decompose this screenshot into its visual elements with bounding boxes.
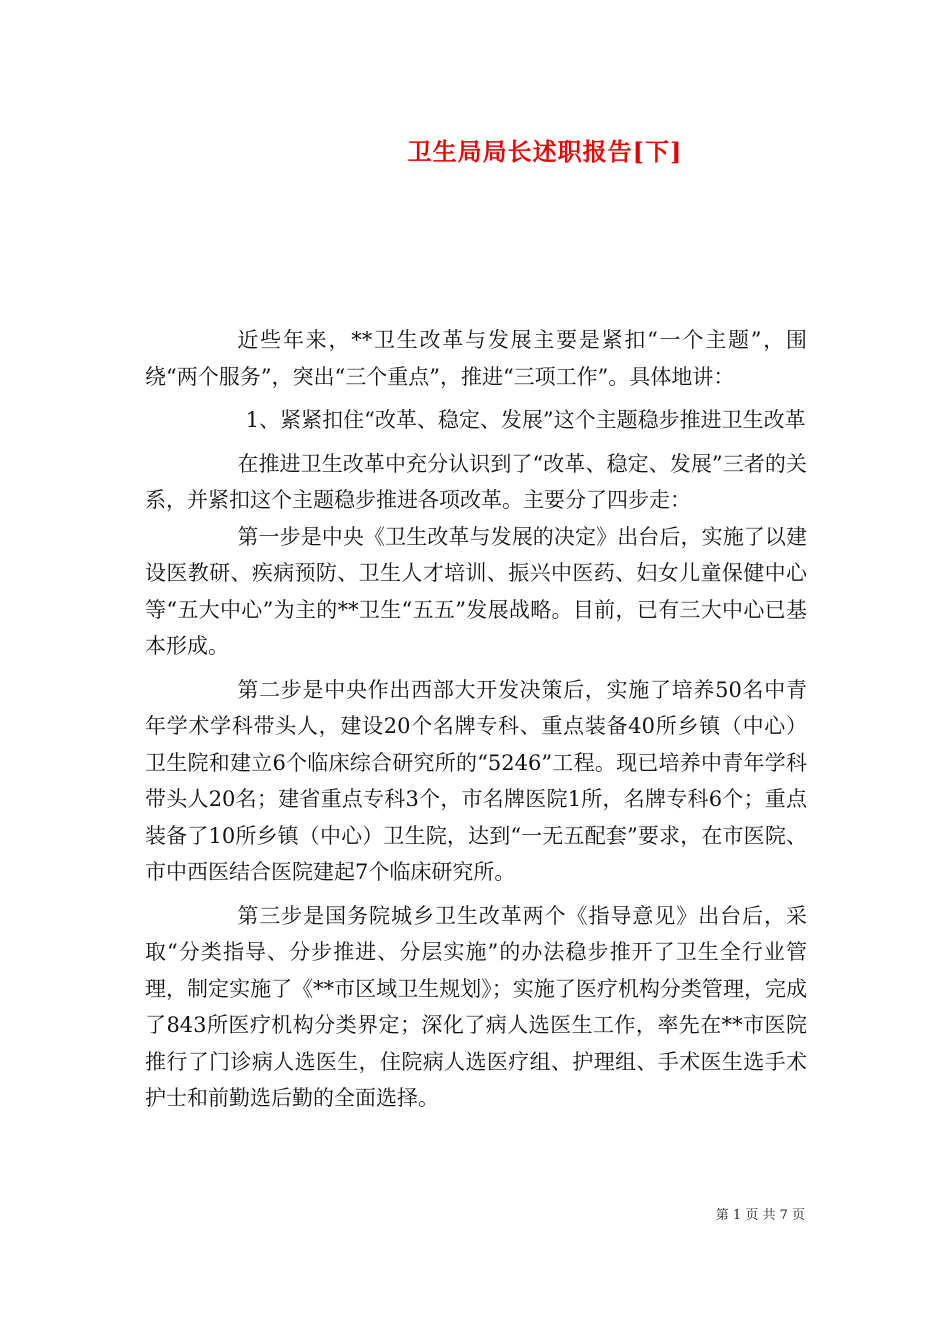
page-number-footer: 第 1 页 共 7 页 (715, 1208, 805, 1223)
paragraph-step-2: 第二步是中央作出西部大开发决策后，实施了培养50名中青年学术学科带头人，建设20个名牌专科、重点装备40所乡镇（中心）卫生院和建立6个临床综合研究所的“5246”工程。现已培养中青年学科带头人20名；建省重点专科3个，市名牌医院1所，名牌专科6个；重点装备了10所乡镇（中心）卫生院，达到“一无五配套”要求，在市医院、市中西医结合医院建起7个临床研究所。 (145, 677, 807, 884)
document-title: 卫生局局长述职报告[下] (407, 137, 683, 166)
paragraph-step-3: 第三步是国务院城乡卫生改革两个《指导意见》出台后，采取“分类指导、分步推进、分层实施”的办法稳步推开了卫生全行业管理，制定实施了《**市区域卫生规划》；实施了医疗机构分类管理，完成了843所医疗机构分类界定；深化了病人选医生工作，率先在**市医院推行了门诊病人选医生，住院病人选医疗组、护理组、手术医生选手术护士和前勤选后勤的全面选择。 (145, 903, 807, 1110)
paragraph-intro: 近些年来，**卫生改革与发展主要是紧扣“一个主题”，围绕“两个服务”，突出“三个重点”，推进“三项工作”。具体地讲： (145, 328, 807, 389)
paragraph-step-1: 第一步是中央《卫生改革与发展的决定》出台后，实施了以建设医教研、疾病预防、卫生人才培训、振兴中医药、妇女儿童保健中心等“五大中心”为主的**卫生“五五”发展战略。目前，已有三大中心已基本形成。 (145, 524, 807, 658)
paragraph-overview: 在推进卫生改革中充分认识到了“改革、稳定、发展”三者的关系，并紧扣这个主题稳步推进各项改革。主要分了四步走： (145, 451, 807, 512)
document-body (145, 322, 807, 1117)
section-heading-1: 1、紧紧扣住“改革、稳定、发展”这个主题稳步推进卫生改革 (245, 408, 806, 432)
